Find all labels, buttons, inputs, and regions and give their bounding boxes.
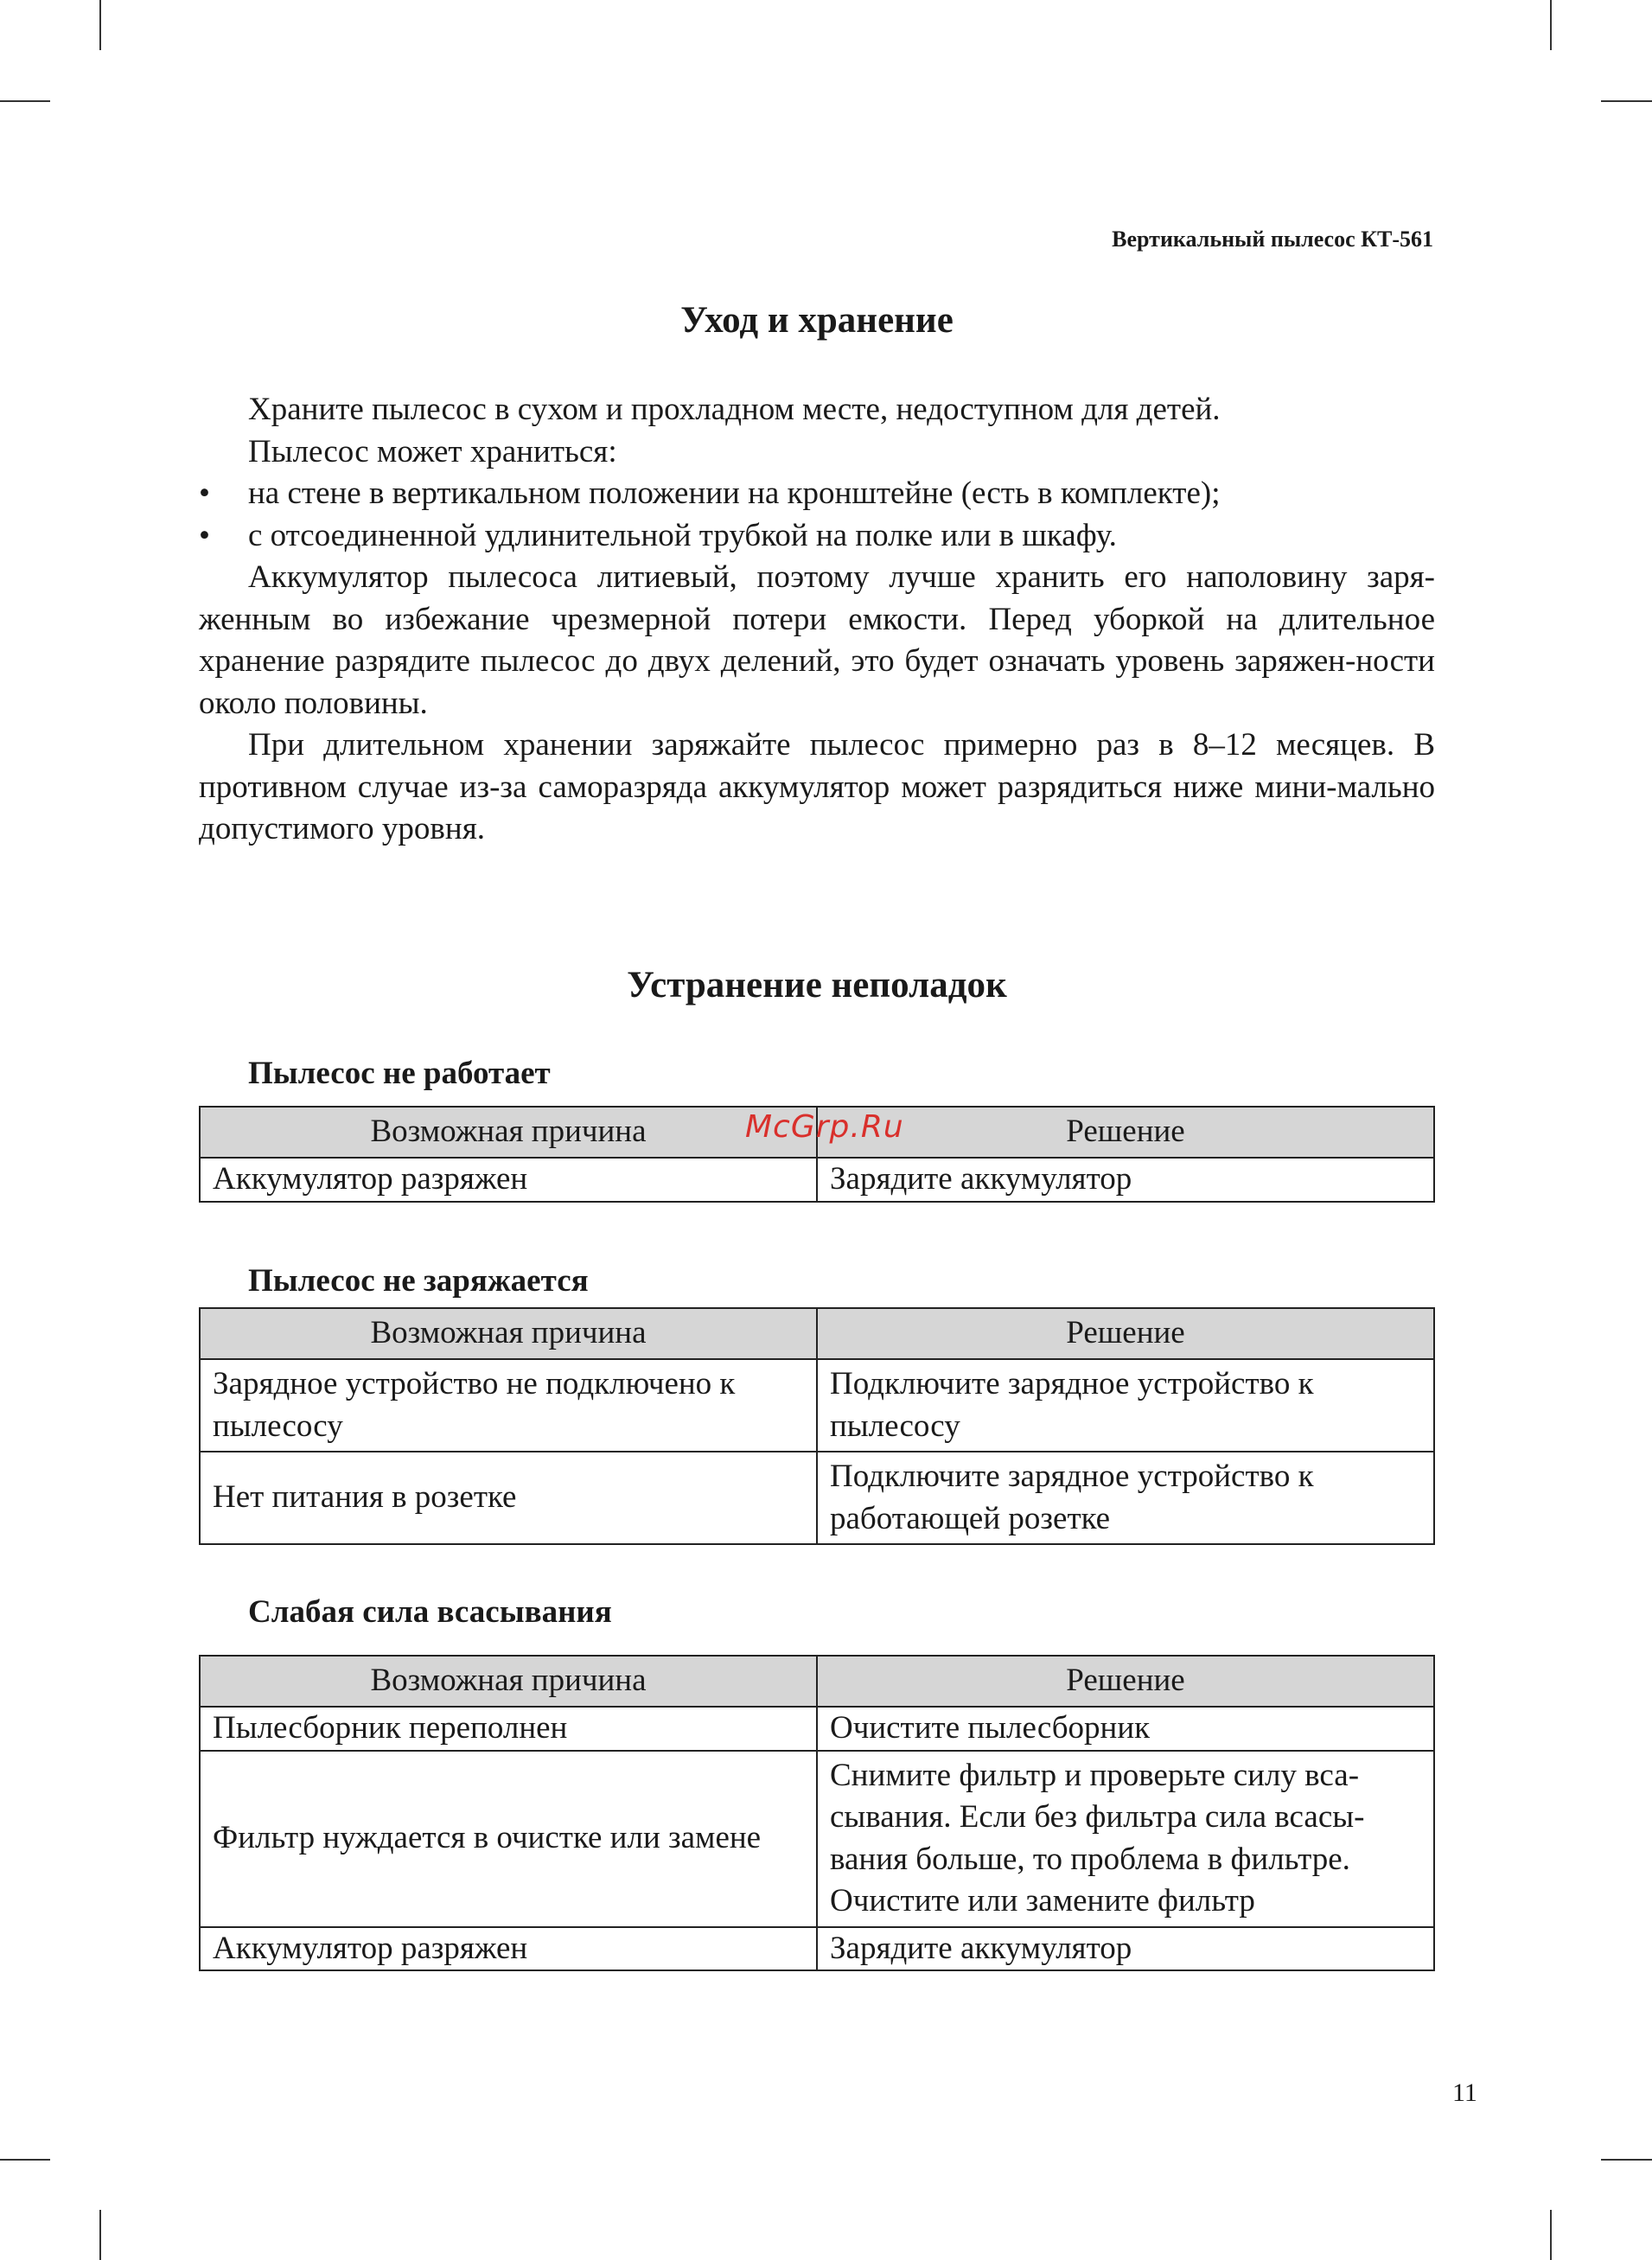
solution-cell: Снимите фильтр и проверьте силу вса-сывания. Если без фильтра сила всасы-вания больше, то проблема в фильтре. Очистите или замените фильтр: [817, 1751, 1434, 1927]
crop-mark: [99, 0, 101, 50]
care-section-title: Уход и хранение: [680, 300, 954, 341]
problem-heading: Пылесос не работает: [248, 1056, 551, 1091]
cause-cell: Аккумулятор разряжен: [200, 1158, 817, 1202]
column-header-solution: Решение: [817, 1656, 1434, 1707]
column-header-cause: Возможная причина: [200, 1107, 817, 1158]
running-header: Вертикальный пылесос КТ-561: [1112, 227, 1433, 252]
solution-cell: Очистите пылесборник: [817, 1707, 1434, 1751]
problem-heading: Пылесос не заряжается: [248, 1263, 589, 1299]
cause-cell: Пылесборник переполнен: [200, 1707, 817, 1751]
crop-mark: [1550, 0, 1552, 50]
troubleshooting-section-title: Устранение неполадок: [627, 965, 1007, 1006]
crop-mark: [1601, 2159, 1652, 2161]
care-body: [199, 389, 1435, 851]
bullet-item: [199, 515, 1435, 558]
cause-cell: Зарядное устройство не подключено к пылесосу: [200, 1359, 817, 1452]
care-paragraph: Храните пылесос в сухом и прохладном месте, недоступном для детей.: [248, 392, 1221, 427]
crop-mark: [0, 100, 50, 102]
page-number: 11: [1452, 2078, 1477, 2107]
bullet-symbol: •: [199, 517, 210, 553]
cause-cell: Нет питания в розетке: [200, 1452, 817, 1544]
table-row: [200, 1359, 1434, 1452]
table-row: [200, 1707, 1434, 1751]
solution-cell: Зарядите аккумулятор: [817, 1927, 1434, 1971]
crop-mark: [0, 2159, 50, 2161]
table-row: [200, 1452, 1434, 1544]
troubleshooting-table: [199, 1655, 1435, 1971]
troubleshooting-table: [199, 1307, 1435, 1545]
table-row: [200, 1158, 1434, 1202]
crop-mark: [1550, 2210, 1552, 2260]
solution-cell: Подключите зарядное устройство к пылесосу: [817, 1359, 1434, 1452]
cause-cell: Фильтр нуждается в очистке или замене: [200, 1751, 817, 1927]
table-row: [200, 1927, 1434, 1971]
crop-mark: [1601, 100, 1652, 102]
bullet-text: с отсоединенной удлинительной трубкой на полке или в шкафу.: [248, 517, 1117, 553]
solution-cell: Зарядите аккумулятор: [817, 1158, 1434, 1202]
care-paragraph: Аккумулятор пылесоса литиевый, поэтому лучше хранить его наполовину заря-женным во избежание чрезмерной потери емкости. Перед уборкой на длительное хранение разрядите пылесос до двух делений, это будет означать уровень заряжен-ности около половины.: [199, 559, 1435, 721]
table-header-row: [200, 1308, 1434, 1359]
care-paragraph: Пылесос может храниться:: [248, 433, 617, 469]
problem-heading: Слабая сила всасывания: [248, 1594, 612, 1630]
watermark: McGrp.Ru: [745, 1109, 904, 1145]
crop-mark: [99, 2210, 101, 2260]
column-header-cause: Возможная причина: [200, 1308, 817, 1359]
bullet-text: на стене в вертикальном положении на кронштейне (есть в комплекте);: [248, 476, 1221, 511]
column-header-cause: Возможная причина: [200, 1656, 817, 1707]
cause-cell: Аккумулятор разряжен: [200, 1927, 817, 1971]
column-header-solution: Решение: [817, 1308, 1434, 1359]
care-paragraph: При длительном хранении заряжайте пылесос примерно раз в 8–12 месяцев. В противном случае из-за саморазряда аккумулятор может разрядиться ниже мини-мально допустимого уровня.: [199, 727, 1435, 846]
table-header-row: [200, 1656, 1434, 1707]
column-header-solution: Решение: [817, 1107, 1434, 1158]
table-row: [200, 1751, 1434, 1927]
solution-cell: Подключите зарядное устройство к работающей розетке: [817, 1452, 1434, 1544]
bullet-symbol: •: [199, 476, 210, 511]
bullet-item: [199, 473, 1435, 515]
